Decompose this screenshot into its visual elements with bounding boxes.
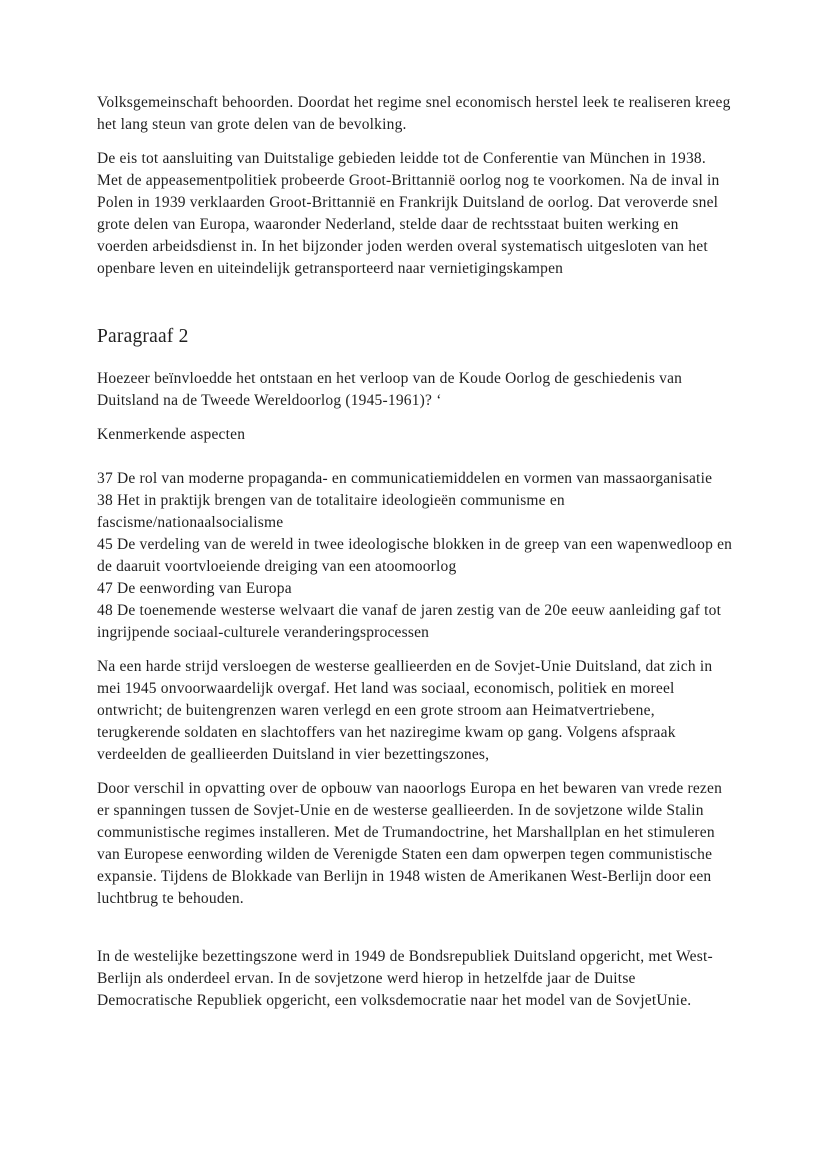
- paragraph-body-2: Door verschil in opvatting over de opbouw van naoorlogs Europa en het bewaren van vrede rezen er spanningen tussen de Sovjet-Unie en de westerse geallieerden. In de sovjetzone wilde Stalin communistische regimes installeren. Met de Trumandoctrine, het Marshallplan en het stimuleren van Europese eenwording wilden de Verenigde Staten een dam opwerpen tegen communistische expansie. Tijdens de Blokkade van Berlijn in 1948 wisten de Amerikanen West-Berlijn door een luchtbrug te behouden.: [97, 780, 723, 907]
- aspects-label: Kenmerkende aspecten: [97, 426, 246, 443]
- paragraph-intro-2: De eis tot aansluiting van Duitstalige gebieden leidde tot de Conferentie van München in 1938. Met de appeasementpolitiek probeerde Groot-Brittannië oorlog nog te voorkomen. Na de inval in Polen in 1939 verklaarden Groot-Brittannië en Frankrijk Duitsland de oorlog. Dat veroverde snel grote delen van Europa, waaronder Nederland, stelde daar de rechtsstaat buiten werking en voerden arbeidsdienst in. In het bijzonder joden werden overal systematisch uitgesloten van het openbare leven en uiteindelijk getransporteerd naar vernietigingskampen: [97, 150, 720, 277]
- paragraph-body-1: Na een harde strijd versloegen de westerse geallieerden en de Sovjet-Unie Duitsland, dat zich in mei 1945 onvoorwaardelijk overgaf. Het land was sociaal, economisch, politiek en moreel ontwricht; de buitengrenzen waren verlegd en een grote stroom aan Heimatvertriebene, terugkerende soldaten en slachtoffers van het naziregime kwam op gang. Volgens afspraak verdeelden de geallieerden Duitsland in vier bezettingszones,: [97, 658, 713, 763]
- aspects-list: [97, 468, 733, 644]
- aspect-item: 48 De toenemende westerse welvaart die vanaf de jaren zestig van de 20e eeuw aanleiding gaf tot ingrijpende sociaal-culturele veranderingsprocessen: [97, 602, 722, 641]
- aspect-item: 37 De rol van moderne propaganda- en communicatiemiddelen en vormen van massaorganisatie: [97, 470, 713, 487]
- paragraph-intro-1: Volksgemeinschaft behoorden. Doordat het regime snel economisch herstel leek te realiseren kreeg het lang steun van grote delen van de bevolking.: [97, 94, 731, 133]
- section-heading: Paragraaf 2: [97, 326, 189, 347]
- aspect-item: 47 De eenwording van Europa: [97, 580, 292, 597]
- aspect-item: 45 De verdeling van de wereld in twee ideologische blokken in de greep van een wapenwedloop en de daaruit voortvloeiende dreiging van een atoomoorlog: [97, 536, 733, 575]
- aspect-item: 38 Het in praktijk brengen van de totalitaire ideologieën communisme en fascisme/nationaalsocialisme: [97, 492, 565, 531]
- question-paragraph: Hoezeer beïnvloedde het ontstaan en het verloop van de Koude Oorlog de geschiedenis van Duitsland na de Tweede Wereldoorlog (1945-1961)? ‘: [97, 370, 683, 409]
- paragraph-body-3: In de westelijke bezettingszone werd in 1949 de Bondsrepubliek Duitsland opgericht, met West-Berlijn als onderdeel ervan. In de sovjetzone werd hierop in hetzelfde jaar de Duitse Democratische Republiek opgericht, een volksdemocratie naar het model van de SovjetUnie.: [97, 948, 713, 1009]
